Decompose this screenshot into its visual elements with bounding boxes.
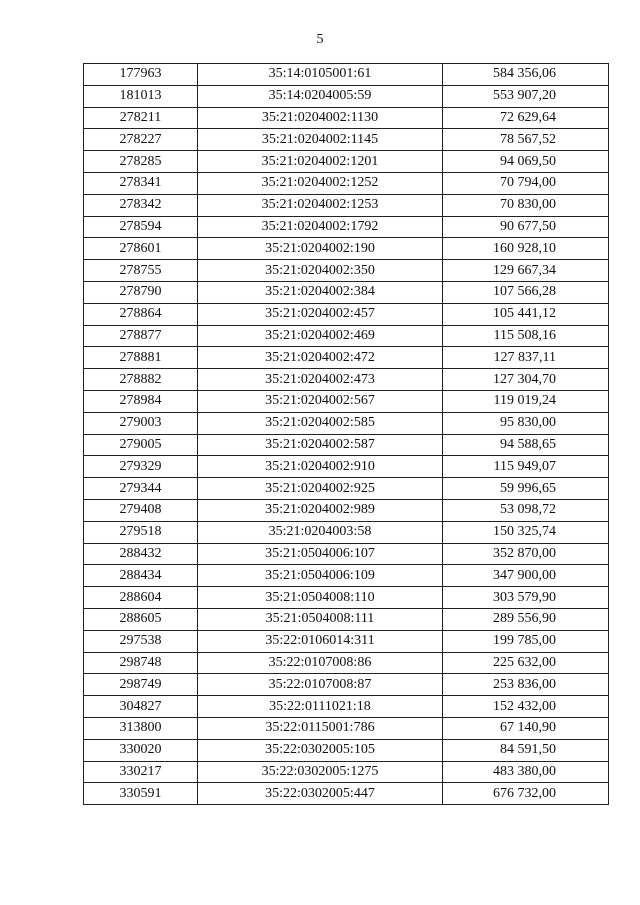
record-number-cell: 278594 xyxy=(84,216,198,238)
record-number-cell: 304827 xyxy=(84,696,198,718)
value-cell: 105 441,12 xyxy=(443,303,609,325)
table-row xyxy=(84,761,609,783)
record-number-cell: 279518 xyxy=(84,521,198,543)
record-number-cell: 288432 xyxy=(84,543,198,565)
record-number-cell: 288605 xyxy=(84,608,198,630)
cadastral-number-cell: 35:21:0204002:350 xyxy=(198,260,443,282)
value-cell: 225 632,00 xyxy=(443,652,609,674)
cadastral-number-cell: 35:22:0106014:311 xyxy=(198,630,443,652)
cadastral-number-cell: 35:14:0105001:61 xyxy=(198,64,443,86)
record-number-cell: 278341 xyxy=(84,172,198,194)
value-cell: 107 566,28 xyxy=(443,281,609,303)
value-cell: 90 677,50 xyxy=(443,216,609,238)
page-number: 5 xyxy=(316,32,324,47)
cadastral-number-cell: 35:21:0204002:989 xyxy=(198,499,443,521)
cadastral-number-cell: 35:21:0204002:1253 xyxy=(198,194,443,216)
table-row xyxy=(84,64,609,86)
record-number-cell: 330217 xyxy=(84,761,198,783)
value-cell: 84 591,50 xyxy=(443,739,609,761)
record-number-cell: 298749 xyxy=(84,674,198,696)
record-number-cell: 278227 xyxy=(84,129,198,151)
table-row xyxy=(84,85,609,107)
record-number-cell: 278882 xyxy=(84,369,198,391)
record-number-cell: 279408 xyxy=(84,499,198,521)
table-row xyxy=(84,499,609,521)
value-cell: 127 304,70 xyxy=(443,369,609,391)
table-row xyxy=(84,151,609,173)
cadastral-number-cell: 35:21:0204002:1130 xyxy=(198,107,443,129)
table-row xyxy=(84,543,609,565)
table-row xyxy=(84,652,609,674)
record-number-cell: 278211 xyxy=(84,107,198,129)
cadastral-number-cell: 35:22:0302005:105 xyxy=(198,739,443,761)
cadastral-number-cell: 35:21:0204002:567 xyxy=(198,390,443,412)
value-cell: 352 870,00 xyxy=(443,543,609,565)
record-number-cell: 279003 xyxy=(84,412,198,434)
value-cell: 160 928,10 xyxy=(443,238,609,260)
table-row xyxy=(84,783,609,805)
cadastral-number-cell: 35:22:0302005:447 xyxy=(198,783,443,805)
record-number-cell: 278285 xyxy=(84,151,198,173)
cadastral-number-cell: 35:21:0204002:457 xyxy=(198,303,443,325)
value-cell: 289 556,90 xyxy=(443,608,609,630)
value-cell: 150 325,74 xyxy=(443,521,609,543)
value-cell: 127 837,11 xyxy=(443,347,609,369)
record-number-cell: 278881 xyxy=(84,347,198,369)
cadastral-number-cell: 35:21:0204003:58 xyxy=(198,521,443,543)
cadastral-number-cell: 35:21:0504006:107 xyxy=(198,543,443,565)
table-body xyxy=(84,64,609,805)
table-row xyxy=(84,281,609,303)
table-row xyxy=(84,696,609,718)
cadastral-number-cell: 35:21:0204002:1201 xyxy=(198,151,443,173)
cadastral-number-cell: 35:21:0504008:110 xyxy=(198,587,443,609)
table-row xyxy=(84,456,609,478)
cadastral-number-cell: 35:21:0204002:1145 xyxy=(198,129,443,151)
record-number-cell: 278790 xyxy=(84,281,198,303)
value-cell: 152 432,00 xyxy=(443,696,609,718)
value-cell: 94 069,50 xyxy=(443,151,609,173)
table-row xyxy=(84,194,609,216)
record-number-cell: 181013 xyxy=(84,85,198,107)
value-cell: 95 830,00 xyxy=(443,412,609,434)
record-number-cell: 288434 xyxy=(84,565,198,587)
record-number-cell: 278601 xyxy=(84,238,198,260)
table-row xyxy=(84,587,609,609)
value-cell: 70 830,00 xyxy=(443,194,609,216)
value-cell: 253 836,00 xyxy=(443,674,609,696)
record-number-cell: 278984 xyxy=(84,390,198,412)
cadastral-number-cell: 35:21:0204002:384 xyxy=(198,281,443,303)
table-row xyxy=(84,717,609,739)
cadastral-number-cell: 35:22:0107008:87 xyxy=(198,674,443,696)
record-number-cell: 297538 xyxy=(84,630,198,652)
value-cell: 115 508,16 xyxy=(443,325,609,347)
value-cell: 584 356,06 xyxy=(443,64,609,86)
table-row xyxy=(84,608,609,630)
record-number-cell: 313800 xyxy=(84,717,198,739)
cadastral-number-cell: 35:21:0204002:585 xyxy=(198,412,443,434)
value-cell: 59 996,65 xyxy=(443,478,609,500)
table-row xyxy=(84,390,609,412)
cadastral-number-cell: 35:21:0204002:1252 xyxy=(198,172,443,194)
value-cell: 199 785,00 xyxy=(443,630,609,652)
cadastral-number-cell: 35:21:0204002:1792 xyxy=(198,216,443,238)
value-cell: 676 732,00 xyxy=(443,783,609,805)
value-cell: 53 098,72 xyxy=(443,499,609,521)
table-row xyxy=(84,260,609,282)
table-row xyxy=(84,107,609,129)
value-cell: 78 567,52 xyxy=(443,129,609,151)
cadastral-number-cell: 35:22:0107008:86 xyxy=(198,652,443,674)
table-row xyxy=(84,412,609,434)
cadastral-number-cell: 35:21:0204002:469 xyxy=(198,325,443,347)
table-row xyxy=(84,129,609,151)
table-row xyxy=(84,674,609,696)
table-row xyxy=(84,238,609,260)
table-row xyxy=(84,739,609,761)
data-table xyxy=(83,63,609,805)
table-row xyxy=(84,630,609,652)
value-cell: 129 667,34 xyxy=(443,260,609,282)
table-row xyxy=(84,369,609,391)
cadastral-number-cell: 35:22:0111021:18 xyxy=(198,696,443,718)
cadastral-number-cell: 35:22:0115001:786 xyxy=(198,717,443,739)
record-number-cell: 177963 xyxy=(84,64,198,86)
table-row xyxy=(84,565,609,587)
value-cell: 70 794,00 xyxy=(443,172,609,194)
record-number-cell: 279005 xyxy=(84,434,198,456)
cadastral-number-cell: 35:21:0204002:472 xyxy=(198,347,443,369)
table-row xyxy=(84,325,609,347)
cadastral-number-cell: 35:21:0204002:587 xyxy=(198,434,443,456)
value-cell: 553 907,20 xyxy=(443,85,609,107)
value-cell: 303 579,90 xyxy=(443,587,609,609)
table-row xyxy=(84,216,609,238)
value-cell: 483 380,00 xyxy=(443,761,609,783)
cadastral-number-cell: 35:21:0204002:473 xyxy=(198,369,443,391)
value-cell: 94 588,65 xyxy=(443,434,609,456)
cadastral-number-cell: 35:22:0302005:1275 xyxy=(198,761,443,783)
record-number-cell: 278342 xyxy=(84,194,198,216)
value-cell: 67 140,90 xyxy=(443,717,609,739)
cadastral-number-cell: 35:21:0504006:109 xyxy=(198,565,443,587)
table-row xyxy=(84,434,609,456)
record-number-cell: 279329 xyxy=(84,456,198,478)
record-number-cell: 278755 xyxy=(84,260,198,282)
cadastral-number-cell: 35:21:0204002:925 xyxy=(198,478,443,500)
cadastral-number-cell: 35:21:0504008:111 xyxy=(198,608,443,630)
value-cell: 347 900,00 xyxy=(443,565,609,587)
table-row xyxy=(84,521,609,543)
record-number-cell: 288604 xyxy=(84,587,198,609)
record-number-cell: 278877 xyxy=(84,325,198,347)
value-cell: 115 949,07 xyxy=(443,456,609,478)
cadastral-number-cell: 35:21:0204002:190 xyxy=(198,238,443,260)
record-number-cell: 330591 xyxy=(84,783,198,805)
cadastral-number-cell: 35:21:0204002:910 xyxy=(198,456,443,478)
table-row xyxy=(84,478,609,500)
record-number-cell: 279344 xyxy=(84,478,198,500)
record-number-cell: 278864 xyxy=(84,303,198,325)
record-number-cell: 330020 xyxy=(84,739,198,761)
value-cell: 119 019,24 xyxy=(443,390,609,412)
table-row xyxy=(84,347,609,369)
record-number-cell: 298748 xyxy=(84,652,198,674)
value-cell: 72 629,64 xyxy=(443,107,609,129)
table-row xyxy=(84,303,609,325)
cadastral-number-cell: 35:14:0204005:59 xyxy=(198,85,443,107)
table-row xyxy=(84,172,609,194)
